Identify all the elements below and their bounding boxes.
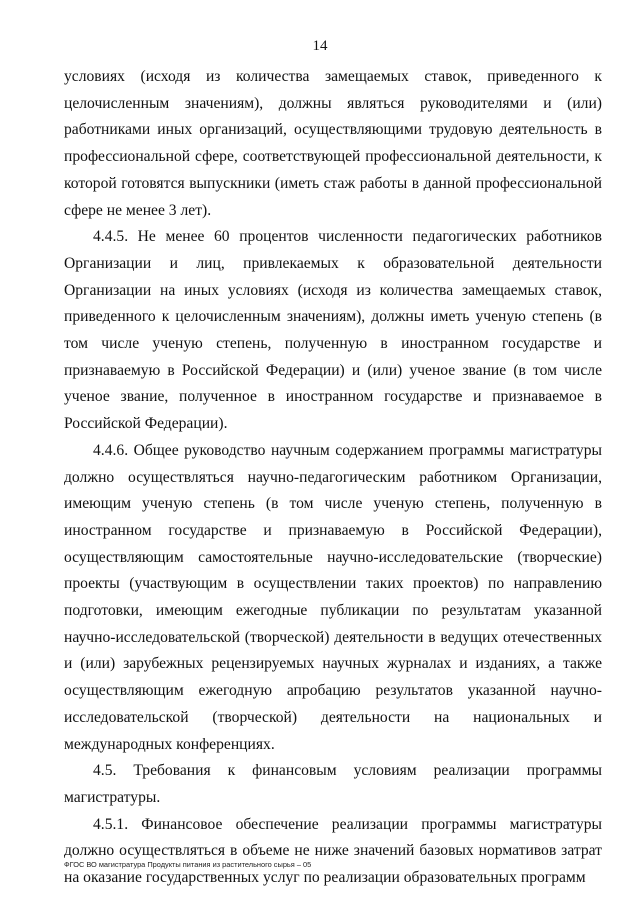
paragraph-continuation: условиях (исходя из количества замещаемых ставок, приведенного к целочисленным значениям), должны являться руководителями и (или) работниками иных организаций, осуществляющими трудовую деятельность в профессиональной сфере, соответствующей профессиональной деятельности, к которой готовятся выпускники (иметь стаж работы в данной профессиональной сфере не менее 3 лет).	[64, 68, 602, 219]
page-number: 14	[312, 38, 328, 54]
body-text	[64, 64, 602, 892]
paragraph-4-4-5: 4.4.5. Не менее 60 процентов численности педагогических работников Организации и лиц, привлекаемых к образовательной деятельности Организации на иных условиях (исходя из количества замещаемых ставок, приведенного к целочисленным значениям), должны иметь ученую степень (в том числе ученую степень, полученную в иностранном государстве и признаваемую в Российской Федерации) и (или) ученое звание (в том числе ученое звание, полученное в иностранном государстве и признаваемое в Российской Федерации).	[64, 228, 602, 433]
paragraph-4-4-6: 4.4.6. Общее руководство научным содержанием программы магистратуры должно осуществляться научно-педагогическим работником Организации, имеющим ученую степень (в том числе ученую степень, полученную в иностранном государстве и признаваемую в Российской Федерации), осуществляющим самостоятельные научно-исследовательские (творческие) проекты (участвующим в осуществлении таких проектов) по направлению подготовки, имеющим ежегодные публикации по результатам указанной научно-исследовательской (творческой) деятельности в ведущих отечественных и (или) зарубежных рецензируемых научных журналах и изданиях, а также осуществляющим ежегодную апробацию результатов указанной научно-исследовательской (творческой) деятельности на национальных и международных конференциях.	[64, 441, 602, 753]
paragraph-4-5: 4.5. Требования к финансовым условиям реализации программы магистратуры.	[64, 762, 602, 806]
paragraph-4-5-1: 4.5.1. Финансовое обеспечение реализации программы магистратуры должно осуществляться в объеме не ниже значений базовых нормативов затрат на оказание государственных услуг по реализации образовательных программ	[64, 815, 602, 887]
page-footer: ФГОС ВО магистратура Продукты питания из растительного сырья – 05	[64, 860, 312, 869]
